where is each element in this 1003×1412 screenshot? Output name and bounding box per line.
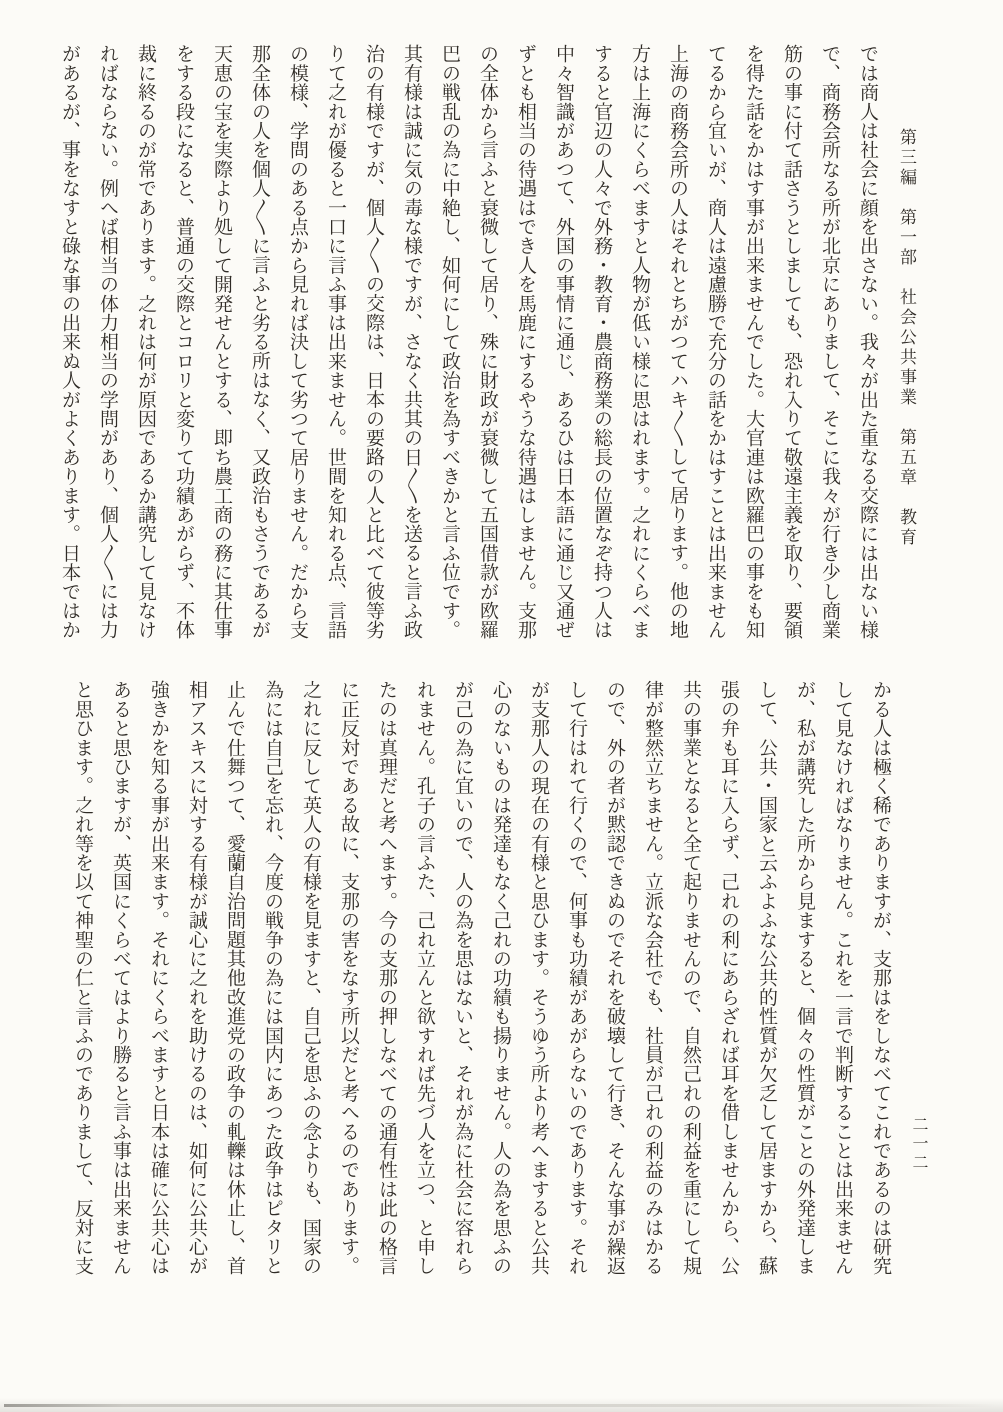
text-column: が支那人の現在の有様と思ひます。そうゆう所より考へますると公共 bbox=[528, 680, 549, 1276]
text-column: の模様、学問のある点から見れば決して劣つて居りません。だから支 bbox=[287, 44, 308, 640]
text-column: 張の弁も耳に入らず、己れの利にあらざれば耳を借しませんから、公 bbox=[718, 680, 739, 1276]
text-column: すると官辺の人々で外務・教育・農商務業の総長の位置なぞ持つ人は bbox=[591, 44, 612, 640]
text-column: 上海の商務会所の人はそれとちがつてハキ〱して居ります。他の地 bbox=[667, 44, 688, 639]
text-column: りて之れが優ると一口に言ふ事は出来ません。世間を知れる点、言語 bbox=[325, 44, 346, 640]
text-column: して行はれて行くので、何事も功績があがらないのであります。それ bbox=[566, 680, 587, 1276]
text-column: 之れに反して英人の有様を見ますと、自己を思ふの念よりも、国家の bbox=[300, 680, 321, 1276]
text-column: ので、外の者が黙認できぬのでそれを破壊して行き、そんな事が繰返 bbox=[604, 680, 625, 1276]
text-column: 為には自己を忘れ、今度の戦争の為には国内にあつた政争はピタリと bbox=[262, 680, 283, 1276]
text-column: があるが、事をなすと碌な事の出来ぬ人がよくあります。日本ではか bbox=[59, 44, 80, 640]
text-column: 裁に終るのが常であります。之れは何が原因であるか講究して見なけ bbox=[135, 44, 156, 640]
text-column: かる人は極く稀でありますが、支那はをしなべてこれであるのは研究 bbox=[870, 680, 891, 1276]
text-column: 筋の事に付て話さうとしましても、恐れ入りて敬遠主義を取り、要領 bbox=[781, 44, 802, 640]
text-column: 巴の戦乱の為に中絶し、如何にして政治を為すべきかと言ふ位です。 bbox=[439, 44, 460, 640]
page-number: 二一二 bbox=[910, 1116, 927, 1173]
text-column: 那全体の人を個人〱に言ふと劣る所はなく、又政治もさうであるが bbox=[249, 44, 270, 639]
scan-bottom-edge-line bbox=[4, 1404, 997, 1407]
text-column: で、商務会所なる所が北京にありまして、そこに我々が行き少し商業 bbox=[819, 44, 840, 640]
top-text-block bbox=[50, 44, 926, 644]
text-column: に正反対である故に、支那の害をなす所以だと考へるのであります。 bbox=[338, 680, 359, 1276]
text-column: 治の有様ですが、個人〱の交際は、日本の要路の人と比べて彼等劣 bbox=[363, 44, 384, 639]
chapter-header: 第三編 第一部 社会公共事業 第五章 教育 bbox=[897, 128, 916, 548]
bottom-text-block bbox=[63, 680, 937, 1280]
text-column: の全体から言ふと衰微して居り、殊に財政が衰微して五国借款が欧羅 bbox=[477, 44, 498, 640]
text-column: が、私が講究した所から見ますると、個々の性質がことの外発達しま bbox=[794, 680, 815, 1276]
text-column: 天恵の宝を実際より処して開発せんとする、即ち農工商の務に其仕事 bbox=[211, 44, 232, 640]
text-column: 強きかを知る事が出来ます。それにくらべますと日本は確に公共心は bbox=[148, 680, 169, 1276]
text-column: では商人は社会に顔を出さない。我々が出た重なる交際には出ない様 bbox=[857, 44, 878, 640]
text-column: して、公共・国家と云ふよふな公共的性質が欠乏して居ますから、蘇 bbox=[756, 680, 777, 1276]
text-column: を得た話をかはす事が出来ませんでした。大官連は欧羅巴の事をも知 bbox=[743, 44, 764, 640]
text-column: 律が整然立ちません。立派な会社でも、社員が己れの利益のみはかる bbox=[642, 680, 663, 1276]
text-column: てるから宜いが、商人は遠慮勝で充分の話をかはすことは出来ません bbox=[705, 44, 726, 640]
text-column: して見なければなりません。これを一言で判断することは出来ません bbox=[832, 680, 853, 1276]
text-column: 其有様は誠に気の毒な様ですが、さなく共其の日〱を送ると言ふ政 bbox=[401, 44, 422, 639]
text-column: れません。孔子の言ふた、己れ立んと欲すれば先づ人を立つ、と申し bbox=[414, 680, 435, 1276]
text-column: 方は上海にくらべますと人物が低い様に思はれます。之れにくらべま bbox=[629, 44, 650, 640]
text-column: 中々智識があつて、外国の事情に通じ、あるひは日本語に通じ又通ぜ bbox=[553, 44, 574, 640]
text-column: が己の為に宜いので、人の為を思はないと、それが為に社会に容れら bbox=[452, 680, 473, 1276]
text-column: たのは真理だと考へます。今の支那の押しなべての通有性は此の格言 bbox=[376, 680, 397, 1276]
text-column: をする段になると、普通の交際とコロリと変りて功績あがらず、不体 bbox=[173, 44, 194, 640]
text-column: 止んで仕舞つて、愛蘭自治問題其他改進党の政争の軋轢は休止し、首 bbox=[224, 680, 245, 1276]
text-column: ずとも相当の待遇はでき人を馬鹿にするやうな待遇はしません。支那 bbox=[515, 44, 536, 640]
text-column: 共の事業となると全て起りませんので、自然己れの利益を重にして規 bbox=[680, 680, 701, 1276]
text-column: と思ひます。之れ等を以て神聖の仁と言ふのでありまして、反対に支 bbox=[72, 680, 93, 1276]
text-column: 相アスキスに対する有様が誠心に之れを助けるのは、如何に公共心が bbox=[186, 680, 207, 1276]
text-column: 心のないものは発達もなく己れの功績も揚りません。人の為を思ふの bbox=[490, 680, 511, 1276]
text-column: ればならない。例へば相当の体力相当の学問があり、個人〱には力 bbox=[97, 44, 118, 639]
text-column: あると思ひますが、英国にくらべてはより勝ると言ふ事は出来ません bbox=[110, 680, 131, 1276]
